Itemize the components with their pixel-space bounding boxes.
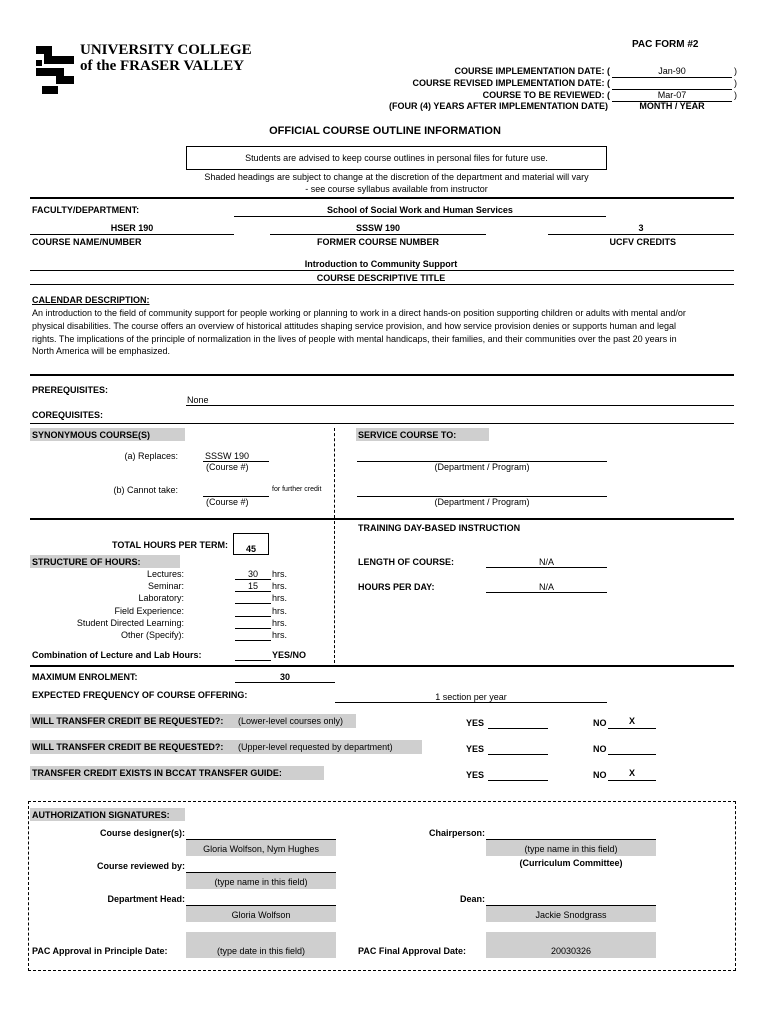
ucfv-emblem-icon bbox=[34, 42, 76, 98]
reviewed-label: Course reviewed by: bbox=[96, 861, 185, 871]
auth-label: AUTHORIZATION SIGNATURES: bbox=[32, 810, 170, 820]
further-credit: for further credit bbox=[272, 486, 322, 493]
notice-line3: - see course syllabus available from instructor bbox=[305, 184, 488, 194]
transfer-yes-2: YES bbox=[466, 744, 485, 754]
enrolment-label: MAXIMUM ENROLMENT: bbox=[32, 672, 138, 682]
replaces-course-hash: (Course #) bbox=[206, 462, 249, 472]
calendar-line4: North America will be emphasized. bbox=[32, 346, 171, 356]
pac-final-value: 20030326 bbox=[550, 946, 592, 956]
transfer-label-2: WILL TRANSFER CREDIT BE REQUESTED?: bbox=[32, 742, 224, 752]
chair-label: Chairperson: bbox=[428, 828, 485, 838]
credits-label: UCFV CREDITS bbox=[609, 237, 676, 247]
transfer-no-1: NO bbox=[593, 718, 607, 728]
designer-value: Gloria Wolfson, Nym Hughes bbox=[203, 844, 319, 854]
pac-principle-label: PAC Approval in Principle Date: bbox=[32, 946, 168, 956]
hours-row-unit: hrs. bbox=[272, 617, 288, 628]
training-label: TRAINING DAY-BASED INSTRUCTION bbox=[358, 523, 521, 533]
transfer-yes-1: YES bbox=[466, 718, 485, 728]
transfer-label-1: WILL TRANSFER CREDIT BE REQUESTED?: bbox=[32, 716, 224, 726]
notice-line1: Students are advised to keep course outlines in personal files for future use. bbox=[245, 153, 548, 163]
reviewed-value: (type name in this field) bbox=[214, 877, 308, 887]
course-title-value: Introduction to Community Support bbox=[304, 259, 458, 269]
transfer-no-2: NO bbox=[593, 744, 607, 754]
synonymous-label: SYNONYMOUS COURSE(S) bbox=[32, 430, 151, 440]
hours-per-day-value: N/A bbox=[538, 582, 554, 592]
prereq-label: PREREQUISITES: bbox=[32, 385, 109, 395]
replaces-label: (a) Replaces: bbox=[124, 451, 178, 461]
combo-label: Combination of Lecture and Lab Hours: bbox=[32, 650, 202, 660]
course-name-label: COURSE NAME/NUMBER bbox=[32, 237, 142, 247]
month-year-label: MONTH / YEAR bbox=[639, 101, 705, 111]
length-value: N/A bbox=[538, 557, 554, 567]
service-dept-program-2: (Department / Program) bbox=[434, 497, 530, 507]
hours-row-label: Field Experience: bbox=[114, 605, 184, 616]
calendar-line3: rights. The implications of the principle of normalization in the lives of people with mental handicaps, their families, and their communities over the past 20 years in bbox=[32, 334, 677, 344]
total-hours-label: TOTAL HOURS PER TERM: bbox=[111, 540, 228, 550]
paren: ) bbox=[734, 78, 737, 88]
hours-row-value: 15 bbox=[247, 581, 258, 592]
calendar-line2: physical disabilities. The course offers an overview of historical attitudes shaping service provision, and how service provision denies or supports human and legal bbox=[32, 321, 677, 331]
structure-label: STRUCTURE OF HOURS: bbox=[32, 557, 141, 567]
hours-row-label: Laboratory: bbox=[138, 593, 184, 604]
revised-date-label: COURSE REVISED IMPLEMENTATION DATE: ( bbox=[412, 78, 610, 88]
head-value: Gloria Wolfson bbox=[231, 910, 291, 920]
hours-row-label: Lectures: bbox=[146, 569, 184, 579]
dean-value: Jackie Snodgrass bbox=[535, 910, 607, 920]
impl-date-label: COURSE IMPLEMENTATION DATE: ( bbox=[454, 66, 610, 76]
paren: ) bbox=[734, 90, 737, 100]
dean-label: Dean: bbox=[459, 894, 485, 904]
prereq-value: None bbox=[187, 395, 209, 405]
hours-row-unit: hrs. bbox=[272, 593, 288, 604]
hours-row-unit: hrs. bbox=[272, 605, 288, 616]
hours-per-day-label: HOURS PER DAY: bbox=[358, 582, 435, 592]
transfer-no-mark-3: X bbox=[628, 768, 635, 778]
head-label: Department Head: bbox=[107, 894, 185, 904]
transfer-no-mark-1: X bbox=[628, 716, 635, 726]
form-id: PAC FORM #2 bbox=[632, 39, 699, 50]
transfer-no-3: NO bbox=[593, 770, 607, 780]
calendar-line1: An introduction to the field of community support for people working or planning to work in a direct hands-on position supporting children or adults with mental and/or bbox=[32, 308, 686, 318]
logo-line2: of the FRASER VALLEY bbox=[80, 58, 245, 74]
four-years-label: (FOUR (4) YEARS AFTER IMPLEMENTATION DATE) bbox=[389, 101, 608, 111]
paren: ) bbox=[734, 66, 737, 76]
service-dept-program-1: (Department / Program) bbox=[434, 462, 530, 472]
review-date-label: COURSE TO BE REVIEWED: ( bbox=[482, 90, 610, 100]
hours-row-label: Student Directed Learning: bbox=[76, 617, 184, 628]
impl-date-value: Jan-90 bbox=[658, 66, 686, 76]
cannot-course-hash: (Course #) bbox=[206, 497, 249, 507]
hours-row-label: Seminar: bbox=[147, 581, 184, 592]
former-number-label: FORMER COURSE NUMBER bbox=[316, 237, 439, 247]
transfer-yes-3: YES bbox=[466, 770, 485, 780]
hours-row-unit: hrs. bbox=[272, 581, 288, 592]
hours-row-unit: hrs. bbox=[272, 569, 288, 579]
coreq-label: COREQUISITES: bbox=[32, 410, 104, 420]
enrolment-value: 30 bbox=[279, 672, 290, 682]
transfer-note-2: (Upper-level requested by department) bbox=[238, 742, 393, 752]
pac-principle-value: (type date in this field) bbox=[216, 946, 306, 956]
faculty-value: School of Social Work and Human Services bbox=[327, 205, 513, 215]
cannot-take-label: (b) Cannot take: bbox=[113, 485, 178, 495]
designer-label: Course designer(s): bbox=[99, 828, 185, 838]
page-title: OFFICIAL COURSE OUTLINE INFORMATION bbox=[269, 125, 501, 137]
hours-row-unit: hrs. bbox=[272, 630, 288, 640]
hours-row-label: Other (Specify): bbox=[120, 630, 184, 640]
course-title-label: COURSE DESCRIPTIVE TITLE bbox=[316, 273, 446, 283]
course-name-value: HSER 190 bbox=[110, 223, 154, 233]
combo-yes-no: YES/NO bbox=[272, 650, 307, 660]
credits-value: 3 bbox=[638, 223, 644, 233]
chair-value: (type name in this field) bbox=[524, 844, 618, 854]
service-label: SERVICE COURSE TO: bbox=[358, 430, 457, 440]
calendar-label: CALENDAR DESCRIPTION: bbox=[32, 295, 150, 305]
length-label: LENGTH OF COURSE: bbox=[358, 557, 454, 567]
hours-row-value: 30 bbox=[247, 569, 258, 579]
former-number-value: SSSW 190 bbox=[355, 223, 401, 233]
pac-final-label: PAC Final Approval Date: bbox=[358, 946, 467, 956]
frequency-label: EXPECTED FREQUENCY OF COURSE OFFERING: bbox=[32, 690, 248, 700]
faculty-label: FACULTY/DEPARTMENT: bbox=[32, 205, 140, 215]
notice-line2: Shaded headings are subject to change at the discretion of the department and material will vary bbox=[204, 172, 589, 182]
replaces-value: SSSW 190 bbox=[205, 451, 250, 461]
transfer-label-3: TRANSFER CREDIT EXISTS IN BCCAT TRANSFER GUIDE: bbox=[32, 768, 282, 778]
ucfv-logo bbox=[34, 42, 252, 98]
review-date-value: Mar-07 bbox=[657, 90, 687, 100]
curriculum-label: (Curriculum Committee) bbox=[519, 858, 623, 868]
transfer-note-1: (Lower-level courses only) bbox=[238, 716, 344, 726]
total-hours-value: 45 bbox=[245, 544, 256, 554]
logo-line1: UNIVERSITY COLLEGE bbox=[80, 42, 252, 58]
frequency-value: 1 section per year bbox=[435, 692, 507, 702]
